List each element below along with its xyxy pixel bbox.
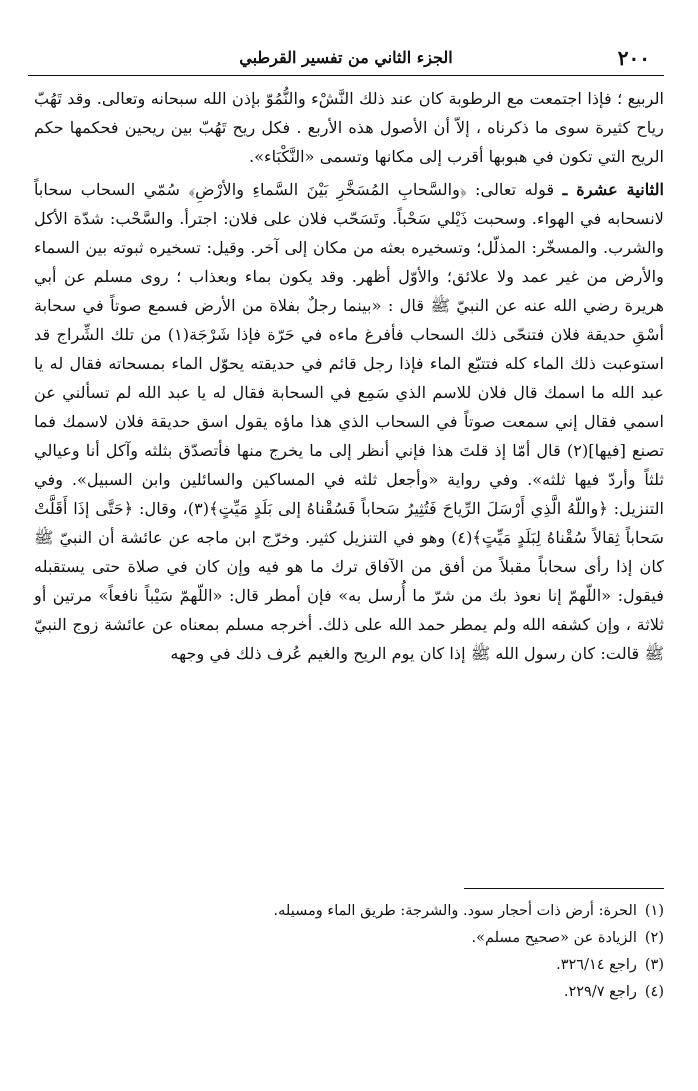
footnote-number: (٣) — [644, 957, 664, 973]
paragraph — [34, 175, 664, 668]
footnote-text: الحرة: أرض ذات أحجار سود. والشرجة: طريق الماء ومسيله. — [273, 903, 637, 919]
paragraph-text: الربيع ؛ فإذا اجتمعت مع الرطوبة كان عند ذلك النَّشْء والنُّمُوّ بإذن الله سبحانه وتعالى. وقد تَهُبّ رياح كثيرة سوى ما ذكرناه ، إلاّ أن الأصول هذه الأربع . فكل ريح تَهُبّ بين ريحين فحكمها حكم الريح التي تكون في هبوبها أقرب إلى مكانها وتسمى «النَّكْبَاء». — [34, 89, 664, 166]
footnote — [34, 898, 664, 925]
footnote — [34, 925, 664, 952]
paragraph-text: قوله تعالى: ﴿والسَّحابِ المُسَخَّرِ بَيْنَ السَّماءِ والأرْضِ﴾ سُمّي السحاب سحاباً لانسحابه في الهواء. وسحبت ذَيْلي سَحْباً. وتَسَحّب فلان على فلان: اجترأ. والسَّحْب: شدّة الأكل والشرب. والمسخّر: المذلّل؛ وتسخيره بعثه من مكان إلى آخر. وقيل: تسخيره ثبوته بين السماء والأرض من غير عمد ولا علائق؛ والأوّل أظهر. وقد يكون بماء وبعذاب ؛ روى مسلم عن أبي هريرة رضي الله عنه عن النبيّ ﷺ قال : «بينما رجلٌ بفلاة من الأرض فسمع صوتاً في سحابة أسْقِ حديقة فلان فتنحّى ذلك السحاب فأفرغ ماءه في حَرّة فإذا شَرْجَة(١) من تلك الشِّراج قد استوعبت ذلك الماء كله فتتبّع الماء فإذا رجل قائم في حديقته يحوّل الماء بمسحاته فقال له يا عبد الله ما اسمك قال فلان للاسم الذي سَمِع في السحابة فقال له يا عبد الله لم تسألني عن اسمي فقال إني سمعت صوتاً في السحاب الذي هذا ماؤه يقول اسق حديقة فلان لاسمك فما تصنع [فيها](٢) قال أمّا إذ قلتَ هذا فإني أنظر إلى ما يخرج منها فأتصدّق بثلثه وآكل أنا وعيالي ثلثاً وأردّ فيها ثلثه». وفي رواية «وأجعل ثلثه في المساكين والسائلين وابن السبيل». وفي التنزيل: ﴿واللّهُ الَّذِي أَرْسَلَ الرِّياحَ فَتُثِيرُ سَحاباً فَسُقْناهُ إلى بَلَدٍ مَيِّتٍ﴾(٣)، وقال: ﴿حَتَّى إذَا أَقَلَّتْ سَحاباً ثِقالاً سُقْناهُ لِبَلَدٍ مَيِّتٍ﴾(٤) وهو في التنزيل كثير. وخرّج ابن ماجه عن عائشة أن النبيّ ﷺ كان إذا رأى سحاباً مقبلاً من أفق من الآفاق ترك ما هو فيه وإن كان في صلاة حتى يستقبله فيقول: «اللّهمّ إنا نعوذ بك من شرّ ما أُرسل به» فإن أمطر قال: «اللّهمّ سَيْباً نافعاً» مرتين أو ثلاثة ، وإن كشفه الله ولم يمطر حمد الله على ذلك. أخرجه مسلم بمعناه عن عائشة زوج النبيّ ﷺ قالت: كان رسول الله ﷺ إذا كان يوم الريح والغيم عُرف ذلك في وجهه — [34, 180, 665, 663]
page-header — [28, 40, 664, 76]
footnote-text: راجع ٢٢٩/٧. — [563, 984, 637, 1000]
footnote-rule — [464, 888, 664, 889]
main-text — [34, 84, 664, 672]
footnote — [34, 952, 664, 979]
footnote — [34, 979, 664, 1006]
page-number: ٢٠٠ — [617, 46, 650, 70]
header-rule — [28, 75, 664, 76]
footnote-number: (٢) — [644, 930, 664, 946]
footnotes — [34, 898, 664, 1006]
section-heading: الثانية عشرة ـ — [562, 180, 664, 199]
paragraph — [34, 84, 664, 171]
running-title: الجزء الثاني من تفسير القرطبي — [239, 48, 453, 67]
footnote-text: راجع ٣٢٦/١٤. — [556, 957, 637, 973]
footnote-number: (٤) — [644, 984, 664, 1000]
footnote-text: الزيادة عن «صحيح مسلم». — [471, 930, 637, 946]
footnote-number: (١) — [644, 903, 664, 919]
